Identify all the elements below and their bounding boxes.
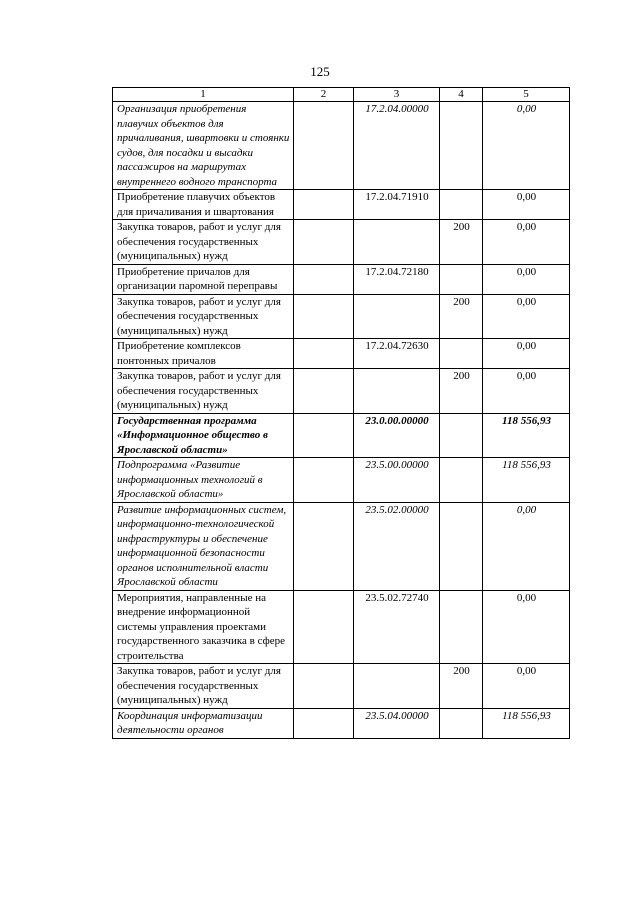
row-vr-cell	[440, 413, 483, 458]
row-vr-cell: 200	[440, 220, 483, 265]
page-number: 125	[310, 64, 330, 79]
row-col2-cell	[294, 264, 354, 294]
row-col2-cell	[294, 664, 354, 709]
table-row	[113, 502, 570, 590]
row-sum-cell: 0,00	[483, 502, 570, 590]
table-row	[113, 664, 570, 709]
row-code-cell	[354, 369, 440, 414]
row-col2-cell	[294, 102, 354, 190]
row-code-cell	[354, 294, 440, 339]
table-row	[113, 264, 570, 294]
row-sum-cell: 118 556,93	[483, 708, 570, 738]
row-name-cell: Координация информатизации деятельности органов	[113, 708, 294, 738]
row-vr-cell	[440, 102, 483, 190]
row-col2-cell	[294, 190, 354, 220]
row-name-cell: Закупка товаров, работ и услуг для обеспечения государственных (муниципальных) нужд	[113, 294, 294, 339]
row-name-cell: Государственная программа «Информационное общество в Ярославской области»	[113, 413, 294, 458]
column-header-1: 1	[113, 88, 294, 102]
row-code-cell: 23.5.02.00000	[354, 502, 440, 590]
row-code-cell	[354, 664, 440, 709]
row-sum-cell: 118 556,93	[483, 458, 570, 503]
row-col2-cell	[294, 502, 354, 590]
column-header-2: 2	[294, 88, 354, 102]
table-row	[113, 190, 570, 220]
row-vr-cell: 200	[440, 294, 483, 339]
table-row	[113, 458, 570, 503]
row-name-cell: Развитие информационных систем, информационно-технологической инфраструктуры и обеспечение информационной безопасности органов исполнительной власти Ярославской области	[113, 502, 294, 590]
row-code-cell: 23.5.00.00000	[354, 458, 440, 503]
table-row	[113, 413, 570, 458]
row-code-cell: 17.2.04.00000	[354, 102, 440, 190]
row-vr-cell	[440, 590, 483, 664]
row-vr-cell	[440, 458, 483, 503]
table-row	[113, 102, 570, 190]
row-code-cell: 17.2.04.72180	[354, 264, 440, 294]
row-name-cell: Приобретение причалов для организации паромной переправы	[113, 264, 294, 294]
row-name-cell: Подпрограмма «Развитие информационных технологий в Ярославской области»	[113, 458, 294, 503]
row-code-cell: 23.5.04.00000	[354, 708, 440, 738]
row-sum-cell: 0,00	[483, 190, 570, 220]
row-name-cell: Приобретение плавучих объектов для причаливания и швартования	[113, 190, 294, 220]
row-col2-cell	[294, 294, 354, 339]
row-sum-cell: 118 556,93	[483, 413, 570, 458]
table-row	[113, 220, 570, 265]
row-vr-cell: 200	[440, 664, 483, 709]
row-code-cell	[354, 220, 440, 265]
row-name-cell: Закупка товаров, работ и услуг для обеспечения государственных (муниципальных) нужд	[113, 664, 294, 709]
row-sum-cell: 0,00	[483, 369, 570, 414]
row-name-cell: Приобретение комплексов понтонных причалов	[113, 339, 294, 369]
row-sum-cell: 0,00	[483, 220, 570, 265]
row-col2-cell	[294, 708, 354, 738]
row-vr-cell	[440, 502, 483, 590]
budget-table	[112, 87, 570, 739]
row-vr-cell	[440, 190, 483, 220]
row-vr-cell: 200	[440, 369, 483, 414]
row-sum-cell: 0,00	[483, 102, 570, 190]
row-col2-cell	[294, 458, 354, 503]
row-name-cell: Закупка товаров, работ и услуг для обеспечения государственных (муниципальных) нужд	[113, 220, 294, 265]
row-sum-cell: 0,00	[483, 264, 570, 294]
row-col2-cell	[294, 220, 354, 265]
table-row	[113, 369, 570, 414]
row-sum-cell: 0,00	[483, 294, 570, 339]
table-header-row	[113, 88, 570, 102]
row-vr-cell	[440, 708, 483, 738]
row-sum-cell: 0,00	[483, 339, 570, 369]
row-name-cell: Мероприятия, направленные на внедрение информационной системы управления проектами государственного заказчика в сфере строительства	[113, 590, 294, 664]
row-vr-cell	[440, 264, 483, 294]
row-vr-cell	[440, 339, 483, 369]
row-col2-cell	[294, 339, 354, 369]
row-col2-cell	[294, 369, 354, 414]
table-row	[113, 590, 570, 664]
row-name-cell: Закупка товаров, работ и услуг для обеспечения государственных (муниципальных) нужд	[113, 369, 294, 414]
row-code-cell: 23.0.00.00000	[354, 413, 440, 458]
table-row	[113, 294, 570, 339]
column-header-3: 3	[354, 88, 440, 102]
row-sum-cell: 0,00	[483, 664, 570, 709]
column-header-4: 4	[440, 88, 483, 102]
table-row	[113, 708, 570, 738]
row-col2-cell	[294, 413, 354, 458]
row-code-cell: 17.2.04.71910	[354, 190, 440, 220]
column-header-5: 5	[483, 88, 570, 102]
row-name-cell: Организация приобретения плавучих объектов для причаливания, швартовки и стоянки судов, для посадки и высадки пассажиров на маршрутах внутреннего водного транспорта	[113, 102, 294, 190]
row-code-cell: 17.2.04.72630	[354, 339, 440, 369]
row-code-cell: 23.5.02.72740	[354, 590, 440, 664]
row-sum-cell: 0,00	[483, 590, 570, 664]
table-row	[113, 339, 570, 369]
row-col2-cell	[294, 590, 354, 664]
